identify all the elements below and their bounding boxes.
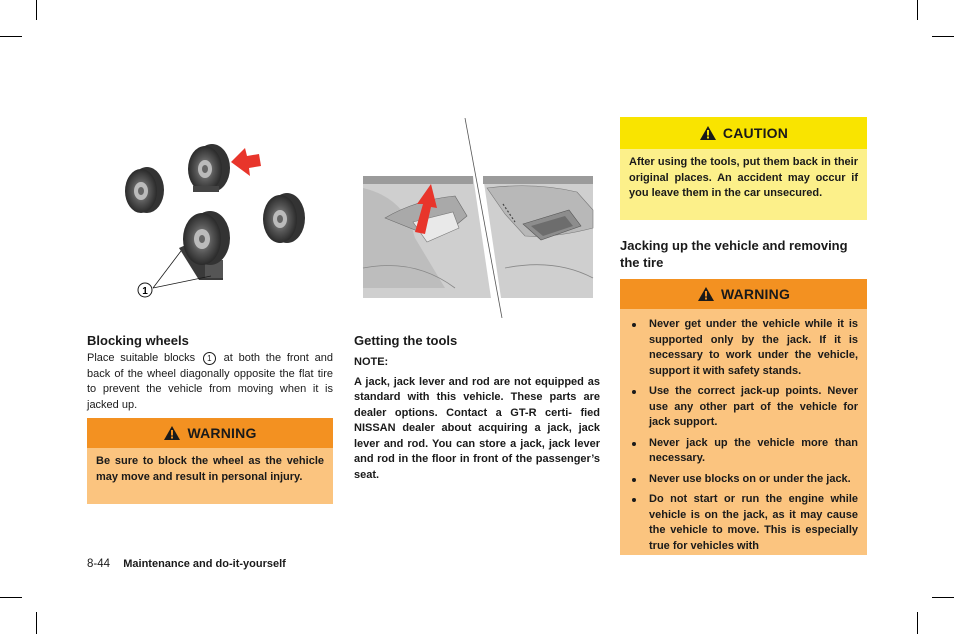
caution-body: After using the tools, put them back in their original places. An accident may occur if you leave them in the car unsecured. [620, 149, 867, 220]
warning-triangle-icon [163, 425, 181, 441]
blocking-wheels-illustration [87, 120, 333, 305]
tire [125, 167, 164, 213]
note-text: A jack, jack lever and rod are not equipped as standard with this vehicle. These parts are dealer options. Contact a GT-R certi- fied NISSAN dealer about acquiring a jack, jack lever and rod. You can store a jack, jack lever and rod in the floor in front of the passenger’s seat. [354, 375, 600, 481]
marker-1: 1 [203, 352, 216, 365]
crop-mark [917, 612, 918, 634]
blocking-wheels-text: Place suitable blocks 1 at both the front and back of the wheel diagonally opposite the flat tire to prevent the vehicle from moving when it is jacked up. [87, 352, 333, 411]
caution-header: CAUTION [620, 117, 867, 149]
warning-box-blocking [87, 418, 333, 504]
page-number: 8-44 [87, 558, 111, 570]
warning-body: Be sure to block the wheel as the vehicle may move and result in personal injury. [87, 448, 333, 504]
tire [179, 211, 230, 280]
warning-body [620, 309, 867, 555]
crop-mark [36, 0, 37, 20]
warning-box-jacking [620, 279, 867, 555]
crop-mark [932, 597, 954, 598]
warning-header: WARNING [620, 279, 867, 309]
warning-triangle-icon [697, 286, 715, 302]
figure-callout-1: 1 [142, 286, 148, 297]
footer-section-title: Maintenance and do-it-yourself [123, 558, 286, 570]
section-heading-blocking-wheels: Blocking wheels [87, 333, 189, 348]
list-item: Never use blocks on or under the jack. [629, 472, 858, 488]
list-item: Never get under the vehicle while it is supported only by the jack. If it is necessary to work under the vehicle, support it with safety stands. [629, 317, 858, 379]
left-column [87, 332, 333, 413]
floor-panel-right [483, 176, 593, 298]
list-item: Use the correct jack-up points. Never use any other part of the vehicle for jack support. [629, 384, 858, 431]
section-heading-jacking: Jacking up the vehicle and removing the tire [620, 238, 848, 270]
warning-triangle-icon [699, 125, 717, 141]
crop-mark [917, 0, 918, 20]
note-label: NOTE: [354, 356, 389, 368]
caution-box [620, 117, 867, 220]
right-column-heading-wrap [620, 237, 868, 271]
section-heading-getting-tools: Getting the tools [354, 333, 458, 348]
crop-mark [932, 36, 954, 37]
warning-list [629, 317, 858, 554]
list-item: Never jack up the vehicle more than necessary. [629, 436, 858, 467]
floor-panel-left [363, 176, 491, 298]
arrow-icon [231, 148, 261, 176]
tool-storage-illustration [355, 118, 595, 318]
crop-mark [0, 597, 22, 598]
tire [188, 144, 230, 192]
middle-column [354, 332, 600, 483]
crop-mark [0, 36, 22, 37]
list-item: Do not start or run the engine while vehicle is on the jack, as it may cause the vehicle to move. This is especially true for vehicles with [629, 492, 858, 554]
page-footer [87, 558, 286, 570]
tire [263, 193, 305, 243]
crop-mark [36, 612, 37, 634]
warning-header: WARNING [87, 418, 333, 448]
